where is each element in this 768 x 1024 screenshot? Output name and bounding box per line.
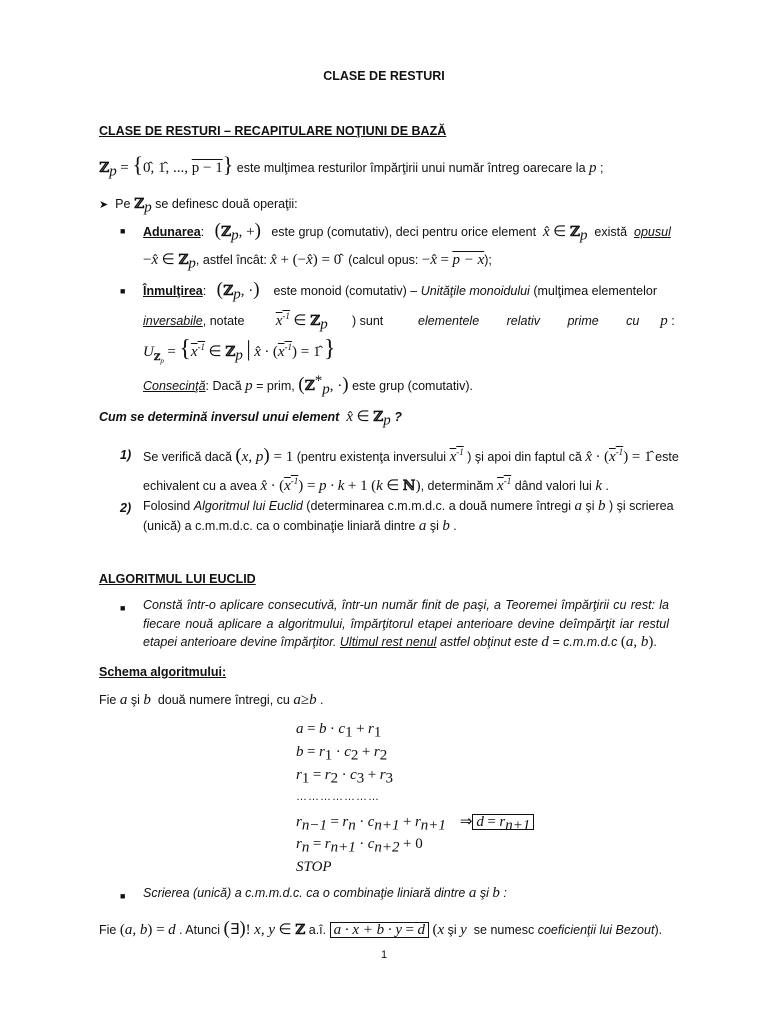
euclid-dots: ………………… xyxy=(296,791,380,803)
bullet-marker: ■ xyxy=(120,891,126,901)
euclid-equation-n-minus-1: $r_{n-1} = r_n \cdot c_{n+1} + r_{n+1}$ ⇒ $d = r_{n+1}$ xyxy=(296,812,534,835)
euclid-equation-1: $a = b \cdot c_1 + r_1$ xyxy=(296,721,382,741)
inverse-question: Cum se determină inversul unui element x̂ ∈ ℤ$_p$ ? xyxy=(99,409,402,429)
step2-line-2: (unică) a c.m.m.d.c. ca o combinaţie liniară dintre a şi b . xyxy=(143,518,457,534)
page-number: 1 xyxy=(380,949,388,961)
section-heading-recap: CLASE DE RESTURI – RECAPITULARE NOŢIUNI DE BAZĂ xyxy=(99,124,447,138)
bezout-bullet: Scrierea (unică) a c.m.m.d.c. ca o combinaţie liniară dintre a şi b : xyxy=(143,885,507,901)
bullet-marker: ■ xyxy=(120,286,126,296)
step-number: 1) xyxy=(120,448,132,462)
bezout-statement: Fie (a, b) = d . Atunci (∃)! x, y ∈ ℤ a.î. a · x + b · y = d (x şi y se numesc coeficienţii lui Bezout). xyxy=(99,918,663,939)
euclid-description-line-1: Constă într-o aplicare consecutivă, într-un număr finit de paşi, a Teoremei împărţirii cu rest: la xyxy=(143,598,669,612)
step2-line-1: Folosind Algoritmul lui Euclid (determinarea c.m.m.d.c. a două numere întregi a şi b ) şi scrierea xyxy=(143,498,674,514)
schema-heading: Schema algoritmului: xyxy=(99,665,227,679)
section-heading-euclid: ALGORITMUL LUI EUCLID xyxy=(99,572,256,586)
document-title: CLASE DE RESTURI xyxy=(323,69,445,83)
step-number: 2) xyxy=(120,501,132,515)
zp-definition: ℤ$_p$ = {0̂, 1̂, ..., p − 1} este mulţimea resturilor împărţirii unui număr întreg oarecare la p ; xyxy=(99,152,604,180)
bullet-marker: ■ xyxy=(120,226,126,236)
euclid-equation-n: $r_n = r_{n+1} \cdot c_{n+2} + 0$ xyxy=(296,836,423,856)
euclid-equation-2: $b = r_1 \cdot c_2 + r_2$ xyxy=(296,744,388,764)
consequence-line: Consecinţă: Dacă p = prim, (ℤ*$_p$, ·) este grup (comutativ). xyxy=(143,373,473,398)
multiplication-line-1: Înmulţirea: (ℤ$_p$, ·) este monoid (comutativ) – Unităţile monoidului (mulţimea elementelor xyxy=(143,279,657,303)
euclid-description-line-3: etapei anterioare devine împărţitor. Ultimul rest nenul astfel obţinut este d = c.m.m.d.c (a, b). xyxy=(143,634,657,650)
addition-line-2: −x̂ ∈ ℤ$_p$, astfel încât: x̂ + (−x̂) = 0̂ (calcul opus: −x̂ = p − x); xyxy=(143,252,492,272)
operations-intro: ➤ Pe ℤ$_p$ se definesc două operaţii: xyxy=(99,196,298,216)
step1-line-1: Se verifică dacă (x, p) = 1 (pentru existenţa inversului $x^{-1}$ ) şi apoi din faptul că x̂ · $(x^{-1})$ = 1̂ este xyxy=(143,445,679,466)
multiplication-line-2: inversabile, notate $x^{-1}$ ∈ ℤ$_p$ ) sunt elementele relativ prime cu p : xyxy=(143,311,675,333)
euclid-description-line-2: fiecare nouă aplicare a algoritmului, împărţitorul etapei anterioare devine deîmpărţit iar restul xyxy=(143,617,669,631)
schema-intro: Fie a şi b două numere întregi, cu a≥b . xyxy=(99,692,324,708)
step1-line-2: echivalent cu a avea x̂ · $(x^{-1}) = p \cdot k + 1$ (k ∈ ℕ), determinăm $x^{-1}$ dând valori lui k . xyxy=(143,476,609,494)
euclid-equation-3: $r_1 = r_2 \cdot c_3 + r_3$ xyxy=(296,767,394,787)
bullet-marker: ■ xyxy=(120,603,126,613)
units-set-formula: $U_{ℤ_p} = \{x^{-1}$ ∈ ℤ$_p$ | x̂ · $(x^{-1})$ = 1̂ } xyxy=(143,336,336,365)
euclid-stop: STOP xyxy=(296,859,332,875)
addition-line-1: Adunarea: (ℤ$_p$, +) este grup (comutativ), deci pentru orice element x̂ ∈ ℤ$_p$ există opusul xyxy=(143,220,671,244)
